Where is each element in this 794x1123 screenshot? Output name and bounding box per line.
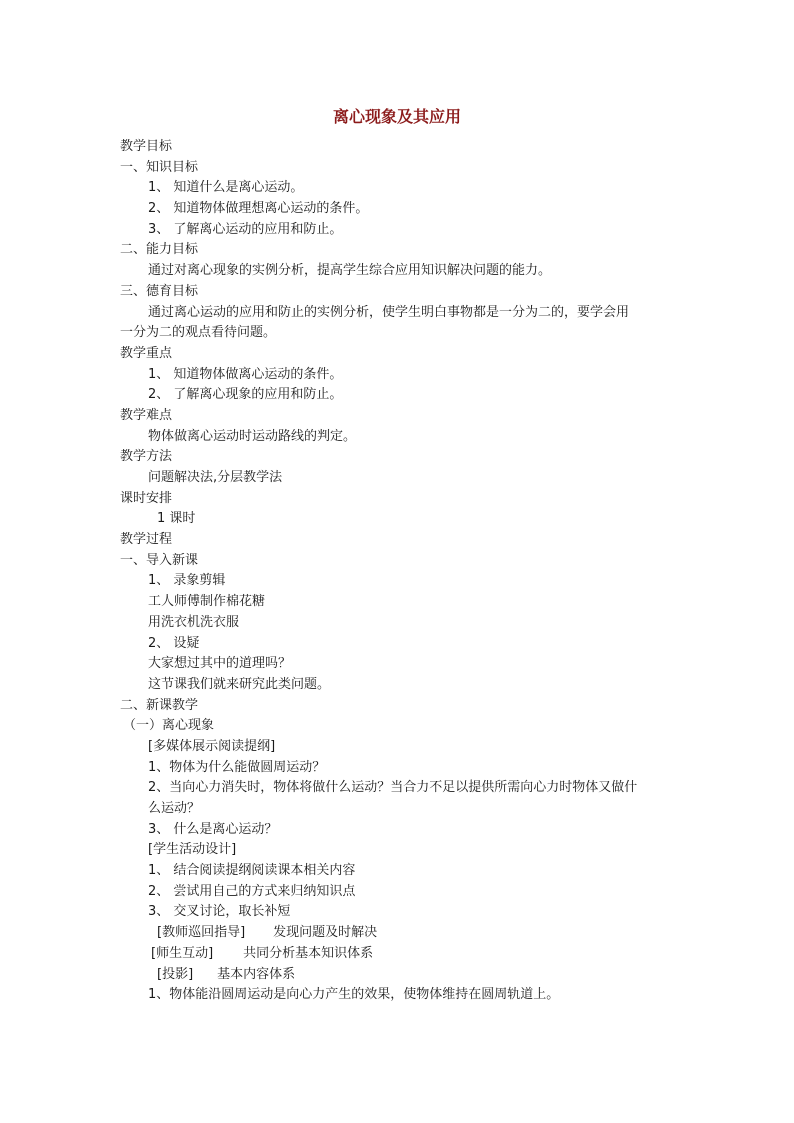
list-item: 2、当向心力消失时，物体将做什么运动？当合力不足以提供所需向心力时物体又做什	[148, 780, 638, 796]
paragraph: 通过离心运动的应用和防止的实例分析，使学生明白事物都是一分为二的，要学会用	[148, 304, 630, 320]
list-item: 3、 交叉讨论，取长补短	[148, 904, 291, 920]
section-heading: 教学过程	[120, 532, 173, 548]
subsection-heading: 二、能力目标	[120, 242, 199, 258]
bracket-note-line	[0, 965, 794, 986]
list-item: 1、 录象剪辑	[148, 573, 226, 589]
paragraph-continuation: 一分为二的观点看待问题。	[120, 325, 277, 341]
subsection-heading: 一、导入新课	[120, 552, 199, 568]
bracket-note: [多媒体展示阅读提纲]	[148, 738, 276, 754]
subsection-heading: 二、新课教学	[120, 697, 199, 713]
list-item: 1、 结合阅读提纲阅读课本相关内容	[148, 863, 356, 879]
bracket-text: 共同分析基本知识体系	[243, 945, 374, 961]
paragraph: 用洗衣机洗衣服	[148, 614, 240, 630]
paragraph: 物体做离心运动时运动路线的判定。	[148, 428, 357, 444]
section-heading: 教学目标	[120, 139, 173, 154]
bracket-label: [投影]	[157, 966, 194, 982]
section-heading: 教学难点	[120, 407, 173, 423]
list-item: 2、 设疑	[148, 635, 200, 651]
subsection-heading: 三、德育目标	[120, 283, 199, 299]
subsection-heading: （一）离心现象	[123, 718, 215, 734]
list-item: 3、 了解离心运动的应用和防止。	[148, 221, 343, 237]
paragraph: 通过对离心现象的实例分析，提高学生综合应用知识解决问题的能力。	[148, 263, 552, 279]
document-body	[0, 137, 794, 1006]
bracket-note: [学生活动设计]	[148, 842, 237, 858]
list-item: 1、 知道物体做离心运动的条件。	[148, 366, 343, 382]
bracket-label: [教师巡回指导]	[157, 925, 246, 941]
paragraph: 问题解决法,分层教学法	[148, 470, 283, 485]
section-heading: 教学重点	[120, 345, 173, 361]
paragraph: 1 课时	[157, 511, 196, 527]
paragraph: 大家想过其中的道理吗？	[148, 656, 292, 672]
bracket-note-line	[0, 944, 794, 965]
bracket-text: 发现问题及时解决	[273, 925, 378, 941]
list-item: 2、 知道物体做理想离心运动的条件。	[148, 201, 369, 217]
bracket-note-line	[0, 923, 794, 944]
paragraph: 这节课我们就来研究此类问题。	[148, 676, 331, 692]
list-item: 1、物体为什么能做圆周运动？	[148, 759, 326, 775]
subsection-heading: 一、知识目标	[120, 159, 199, 175]
paragraph: 1、物体能沿圆周运动是向心力产生的效果，使物体维持在圆周轨道上。	[148, 987, 560, 1003]
list-item: 2、 尝试用自己的方式来归纳知识点	[148, 883, 356, 899]
bracket-label: [师生互动]	[151, 945, 214, 961]
bracket-text: 基本内容体系	[217, 966, 296, 982]
list-item: 1、 知道什么是离心运动。	[148, 180, 304, 196]
page-title: 离心现象及其应用	[332, 107, 461, 126]
paragraph: 工人师傅制作棉花糖	[148, 594, 266, 610]
list-item: 3、 什么是离心运动？	[148, 821, 278, 837]
paragraph-continuation: 么运动？	[148, 801, 201, 816]
section-heading: 课时安排	[120, 490, 173, 506]
list-item: 2、 了解离心现象的应用和防止。	[148, 387, 343, 403]
section-heading: 教学方法	[120, 449, 173, 465]
